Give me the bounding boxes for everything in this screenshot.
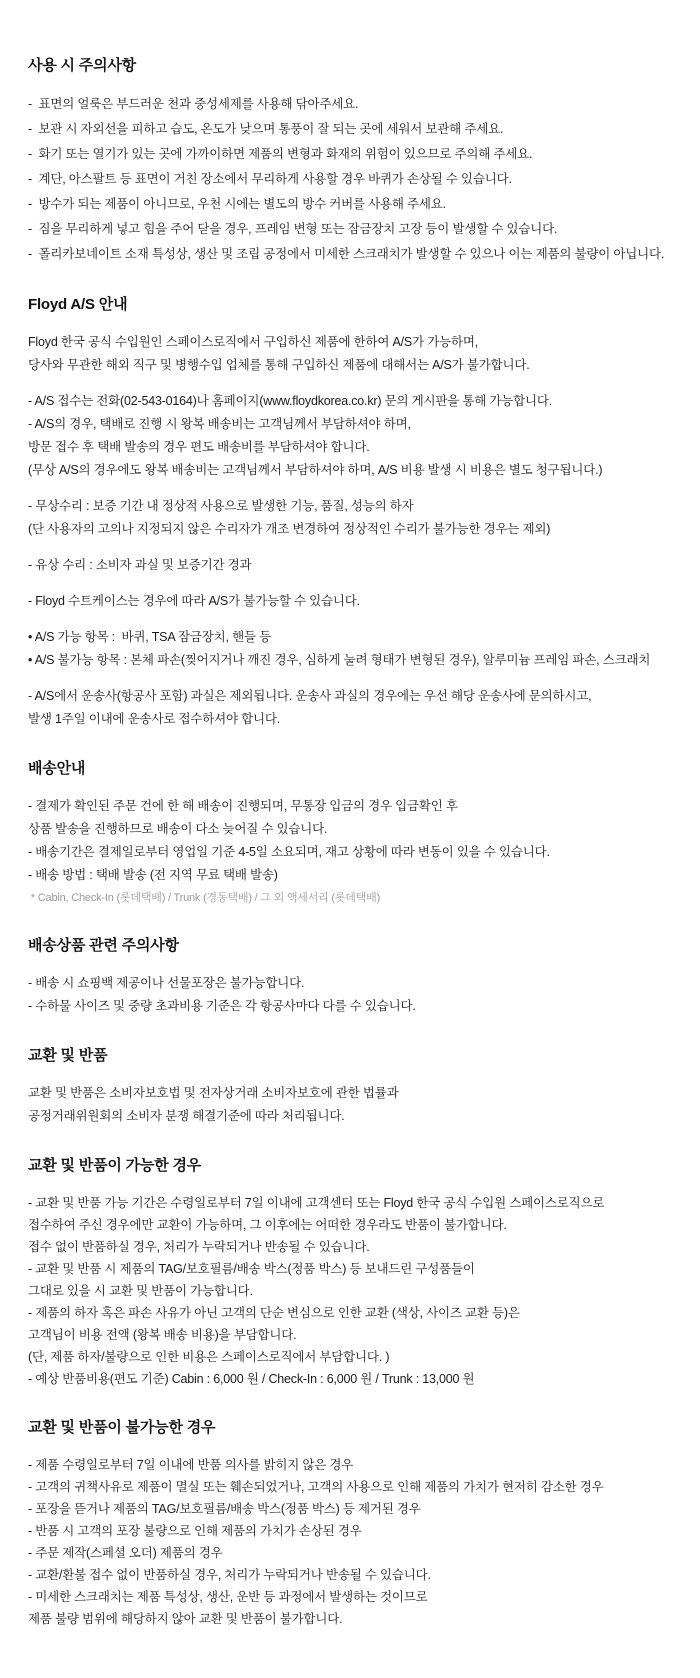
text-line: 교환 및 반품은 소비자보호법 및 전자상거래 소비자보호에 관한 법률과	[28, 1086, 399, 1100]
paragraph	[28, 554, 670, 577]
text-line: • A/S 불가능 항목 : 본체 파손(찢어지거나 깨진 경우, 심하게 눌려 형태가 변형된 경우), 알루미늄 프레임 파손, 스크래치	[28, 653, 651, 667]
text-line: - 포장을 뜯거나 제품의 TAG/보호필름/배송 박스(정품 박스) 등 제거된 경우	[28, 1502, 421, 1516]
section-title-floyd-as-guide: Floyd A/S 안내	[28, 296, 128, 313]
paragraph	[28, 795, 670, 887]
section-shipping-guide	[28, 759, 670, 908]
section-title-shipping-item-cautions: 배송상품 관련 주의사항	[28, 937, 179, 954]
text-line: - 제품 수령일로부터 7일 이내에 반품 의사를 밝히지 않은 경우	[28, 1458, 354, 1472]
text-line: - A/S의 경우, 택배로 진행 시 왕복 배송비는 고객님께서 부담하셔야 하며,	[28, 417, 411, 431]
text-line: 발생 1주일 이내에 운송사로 접수하셔야 합니다.	[28, 712, 281, 726]
section-shipping-item-cautions	[28, 936, 670, 1018]
text-line: - 예상 반품비용(편도 기준) Cabin : 6,000 원 / Check-In : 6,000 원 / Trunk : 13,000 원	[28, 1372, 475, 1386]
text-line: - 배송 시 쇼핑백 제공이나 선물포장은 불가능합니다.	[28, 976, 305, 990]
text-line: - A/S 접수는 전화(02-543-0164)나 홈페이지(www.floydkorea.co.kr) 문의 게시판을 통해 가능합니다.	[28, 394, 553, 408]
section-exchange-return	[28, 1046, 670, 1128]
text-line: - A/S에서 운송사(항공사 포함) 과실은 제외됩니다. 운송사 과실의 경우에는 우선 해당 운송사에 문의하시고,	[28, 689, 592, 703]
paragraph	[28, 1192, 670, 1390]
courier-note: * Cabin, Check-In (롯데택배) / Trunk (경동택배) / 그 외 액세서리 (롯데택배)	[28, 892, 381, 904]
text-line: - 제품의 하자 혹은 파손 사유가 아닌 고객의 단순 변심으로 인한 교환 (색상, 사이즈 교환 등)은	[28, 1306, 520, 1320]
text-line: - 교환 및 반품 시 제품의 TAG/보호필름/배송 박스(정품 박스) 등 보내드린 구성품들이	[28, 1262, 475, 1276]
text-line: 접수 없이 반품하실 경우, 처리가 누락되거나 반송될 수 있습니다.	[28, 1240, 370, 1254]
paragraph	[28, 685, 670, 731]
text-line: - 반품 시 고객의 포장 불량으로 인해 제품의 가치가 손상된 경우	[28, 1524, 362, 1538]
text-line: (단 사용자의 고의나 지정되지 않은 수리자가 개조 변경하여 정상적인 수리가 불가능한 경우는 제외)	[28, 522, 551, 536]
text-line: 고객님이 비용 전액 (왕복 배송 비용)을 부담합니다.	[28, 1328, 297, 1342]
section-title-exchange-return-impossible: 교환 및 반품이 불가능한 경우	[28, 1419, 216, 1436]
text-line: - 배송 방법 : 택배 발송 (전 지역 무료 택배 발송)	[28, 868, 278, 882]
section-title-exchange-return-possible: 교환 및 반품이 가능한 경우	[28, 1157, 202, 1174]
paragraph	[28, 331, 670, 377]
section-title-exchange-return: 교환 및 반품	[28, 1047, 108, 1064]
text-line: - 계단, 아스팔트 등 표면이 거친 장소에서 무리하게 사용할 경우 바퀴가 손상될 수 있습니다.	[28, 172, 512, 186]
text-line: (무상 A/S의 경우에도 왕복 배송비는 고객님께서 부담하셔야 하며, A/S 비용 발생 시 비용은 별도 청구됩니다.)	[28, 463, 603, 477]
text-line: - 보관 시 자외선을 피하고 습도, 온도가 낮으며 통풍이 잘 되는 곳에 세워서 보관해 주세요.	[28, 122, 504, 136]
paragraph	[28, 92, 670, 267]
paragraph	[28, 495, 670, 541]
text-line: - 유상 수리 : 소비자 과실 및 보증기간 경과	[28, 558, 252, 572]
section-title-shipping-guide: 배송안내	[28, 760, 86, 777]
text-line: - 방수가 되는 제품이 아니므로, 우천 시에는 별도의 방수 커버를 사용해 주세요.	[28, 197, 446, 211]
section-usage-cautions	[28, 56, 670, 267]
section-floyd-as-guide	[28, 295, 670, 731]
paragraph	[28, 390, 670, 482]
text-line: 당사와 무관한 해외 직구 및 병행수입 업체를 통해 구입하신 제품에 대해서는 A/S가 불가합니다.	[28, 358, 530, 372]
text-line: - 폴리카보네이트 소재 특성상, 생산 및 조립 공정에서 미세한 스크래치가 발생할 수 있으나 이는 제품의 불량이 아닙니다.	[28, 247, 665, 261]
text-line: Floyd 한국 공식 수입원인 스페이스로직에서 구입하신 제품에 한하여 A/S가 가능하며,	[28, 335, 478, 349]
paragraph	[28, 590, 670, 613]
text-line: - Floyd 수트케이스는 경우에 따라 A/S가 불가능할 수 있습니다.	[28, 594, 360, 608]
text-line: - 교환 및 반품 가능 기간은 수령일로부터 7일 이내에 고객센터 또는 Floyd 한국 공식 수입원 스페이스로직으로	[28, 1196, 605, 1210]
text-line: - 결제가 확인된 주문 건에 한 해 배송이 진행되며, 무통장 입금의 경우 입금확인 후	[28, 799, 458, 813]
paragraph	[28, 1454, 670, 1630]
paragraph	[28, 626, 670, 672]
text-line: • A/S 가능 항목 : 바퀴, TSA 잠금장치, 핸들 등	[28, 630, 271, 644]
text-line: - 배송기간은 결제일로부터 영업일 기준 4-5일 소요되며, 재고 상황에 따라 변동이 있을 수 있습니다.	[28, 845, 550, 859]
text-line: - 짐을 무리하게 넣고 힘을 주어 닫을 경우, 프레임 변형 또는 잠금장치 고장 등이 발생할 수 있습니다.	[28, 222, 558, 236]
section-exchange-return-impossible	[28, 1418, 670, 1630]
text-line: - 표면의 얼룩은 부드러운 천과 중성세제를 사용해 닦아주세요.	[28, 97, 359, 111]
text-line: 방문 접수 후 택배 발송의 경우 편도 배송비를 부담하셔야 합니다.	[28, 440, 370, 454]
text-line: - 주문 제작(스페셜 오더) 제품의 경우	[28, 1546, 223, 1560]
text-line: 접수하여 주신 경우에만 교환이 가능하며, 그 이후에는 어떠한 경우라도 반품이 불가합니다.	[28, 1218, 507, 1232]
section-title-usage-cautions: 사용 시 주의사항	[28, 57, 136, 74]
text-line: (단, 제품 하자/불량으로 인한 비용은 스페이스로직에서 부담합니다. )	[28, 1350, 390, 1364]
paragraph	[28, 972, 670, 1018]
text-line: - 무상수리 : 보증 기간 내 정상적 사용으로 발생한 기능, 품질, 성능의 하자	[28, 499, 414, 513]
text-line: - 화기 또는 열기가 있는 곳에 가까이하면 제품의 변형과 화재의 위험이 있으므로 주의해 주세요.	[28, 147, 533, 161]
text-line: 제품 불량 범위에 해당하지 않아 교환 및 반품이 불가합니다.	[28, 1612, 343, 1626]
text-line: 그대로 있을 시 교환 및 반품이 가능합니다.	[28, 1284, 253, 1298]
text-line: - 수하물 사이즈 및 중량 초과비용 기준은 각 항공사마다 다를 수 있습니다.	[28, 999, 416, 1013]
text-line: 공정거래위원회의 소비자 분쟁 해결기준에 따라 처리됩니다.	[28, 1109, 345, 1123]
text-line: - 미세한 스크래치는 제품 특성상, 생산, 운반 등 과정에서 발생하는 것이므로	[28, 1590, 428, 1604]
text-line: 상품 발송을 진행하므로 배송이 다소 늦어질 수 있습니다.	[28, 822, 328, 836]
section-exchange-return-possible	[28, 1156, 670, 1390]
paragraph	[28, 1082, 670, 1128]
text-line: - 고객의 귀책사유로 제품이 멸실 또는 훼손되었거나, 고객의 사용으로 인해 제품의 가치가 현저히 감소한 경우	[28, 1480, 604, 1494]
text-line: - 교환/환불 접수 없이 반품하실 경우, 처리가 누락되거나 반송될 수 있습니다.	[28, 1568, 431, 1582]
